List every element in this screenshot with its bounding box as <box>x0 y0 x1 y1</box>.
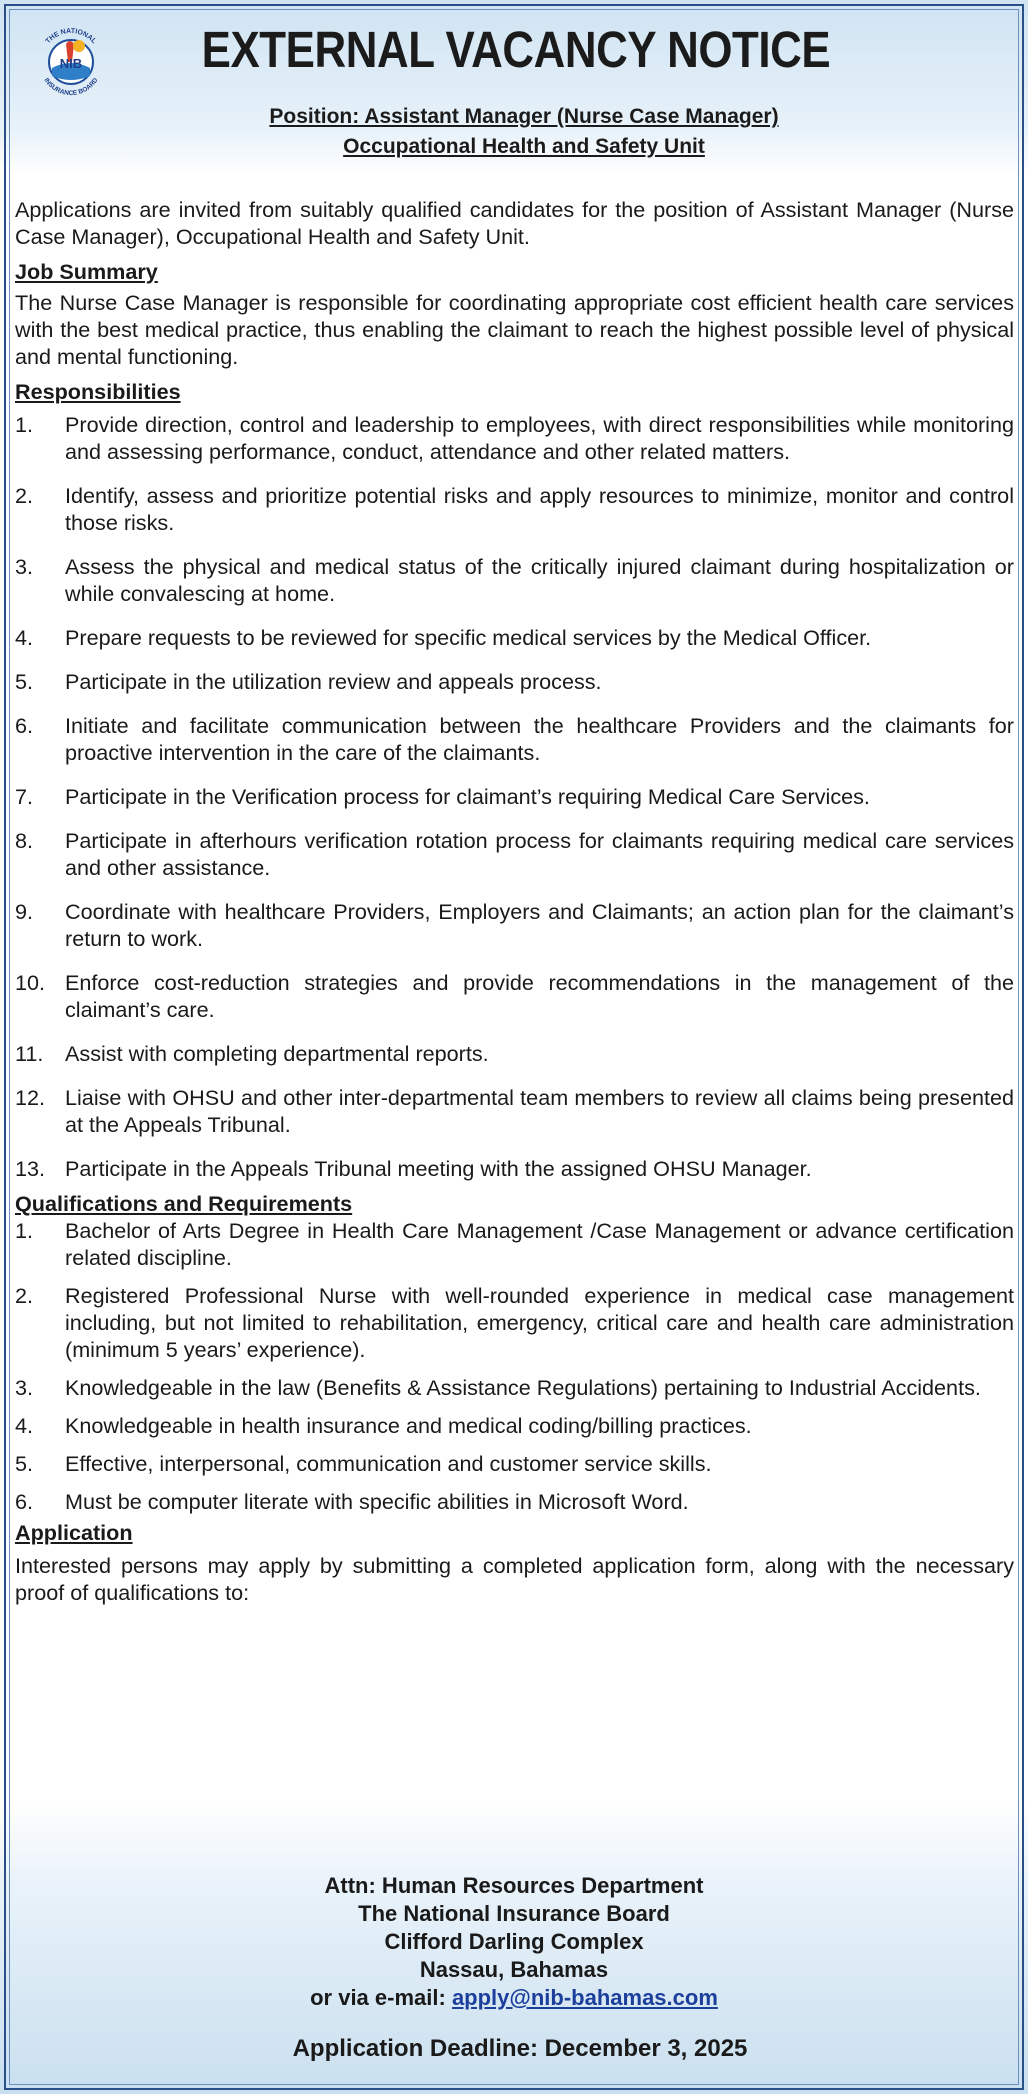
application-deadline: Application Deadline: December 3, 2025 <box>292 2035 748 2062</box>
contact-address <box>0 1872 1028 2012</box>
address-line-city: Nassau, Bahamas <box>419 1957 609 1982</box>
responsibilities-list <box>15 411 1014 1182</box>
responsibilities-heading: Responsibilities <box>15 379 181 404</box>
notice-header <box>0 22 1028 162</box>
list-item: 4. Knowledgeable in health insurance and medical coding/billing practices. <box>15 1413 752 1438</box>
unit-title: Occupational Health and Safety Unit <box>343 135 705 158</box>
address-line-building: Clifford Darling Complex <box>384 1929 644 1954</box>
list-item: 3. Assess the physical and medical status of the critically injured claimant during hospitalization or while convalescing at home. <box>15 554 1014 606</box>
logo-center-text: NIB <box>59 56 83 71</box>
email-link[interactable]: apply@nib-bahamas.com <box>451 1985 718 2010</box>
list-item: 7. Participate in the Verification process for claimant’s requiring Medical Care Services. <box>15 784 870 809</box>
list-item: 5. Effective, interpersonal, communication and customer service skills. <box>15 1451 712 1476</box>
list-item: 6. Initiate and facilitate communication between the healthcare Providers and the claimants for proactive intervention in the care of the claimants. <box>15 713 1014 765</box>
address-line-organization: The National Insurance Board <box>358 1901 670 1926</box>
list-item: 4. Prepare requests to be reviewed for specific medical services by the Medical Officer. <box>15 625 872 650</box>
logo-top-text: THE NATIONAL <box>44 27 98 46</box>
logo-bottom-text: INSURANCE BOARD <box>42 76 100 98</box>
qualifications-list <box>15 1217 1014 1515</box>
intro-paragraph: Applications are invited from suitably qualified candidates for the position of Assistant Manager (Nurse Case Manager), Occupational Health and Safety Unit. <box>15 197 1014 249</box>
list-item: 10. Enforce cost-reduction strategies and provide recommendations in the management of the claimant’s care. <box>15 970 1014 1022</box>
job-summary-text: The Nurse Case Manager is responsible for coordinating appropriate cost efficient health care services with the best medical practice, thus enabling the claimant to reach the highest possible level of physical and mental functioning. <box>15 290 1014 369</box>
email-line <box>0 1984 1028 2012</box>
list-item: 3. Knowledgeable in the law (Benefits & Assistance Regulations) pertaining to Industrial Accidents. <box>15 1375 981 1400</box>
job-summary-heading: Job Summary <box>15 259 158 284</box>
position-title: Position: Assistant Manager (Nurse Case Manager) <box>269 105 779 128</box>
list-item: 5. Participate in the utilization review and appeals process. <box>15 669 602 694</box>
list-item: 2. Identify, assess and prioritize potential risks and apply resources to minimize, monitor and control those risks. <box>15 483 1014 535</box>
list-item: 9. Coordinate with healthcare Providers, Employers and Claimants; an action plan for the claimant’s return to work. <box>15 899 1014 951</box>
qualifications-heading: Qualifications and Requirements <box>15 1191 353 1216</box>
list-item: 1. Provide direction, control and leadership to employees, with direct responsibilities while monitoring and assessing performance, conduct, attendance and other related matters. <box>15 412 1014 464</box>
notice-body <box>15 196 1014 1606</box>
list-item: 8. Participate in afterhours verification rotation process for claimants requiring medical care services and other assistance. <box>15 828 1014 880</box>
application-heading: Application <box>15 1520 133 1545</box>
application-text: Interested persons may apply by submitting a completed application form, along with the necessary proof of qualifications to: <box>15 1553 1014 1605</box>
email-prefix: or via e-mail: <box>310 1985 452 2010</box>
list-item: 6. Must be computer literate with specific abilities in Microsoft Word. <box>15 1489 689 1514</box>
list-item: 12. Liaise with OHSU and other inter-departmental team members to review all claims being presented at the Appeals Tribunal. <box>15 1085 1014 1137</box>
list-item: 2. Registered Professional Nurse with well-rounded experience in medical case management including, but not limited to rehabilitation, emergency, critical care and health care administration (minimum 5 years’ experience). <box>15 1283 1014 1362</box>
list-item: 1. Bachelor of Arts Degree in Health Care Management /Case Management or advance certification related discipline. <box>15 1218 1014 1270</box>
list-item: 13. Participate in the Appeals Tribunal meeting with the assigned OHSU Manager. <box>15 1156 812 1181</box>
address-line-department: Attn: Human Resources Department <box>324 1873 704 1898</box>
list-item: 11. Assist with completing departmental reports. <box>15 1041 489 1066</box>
page-title: EXTERNAL VACANCY NOTICE <box>201 21 831 78</box>
